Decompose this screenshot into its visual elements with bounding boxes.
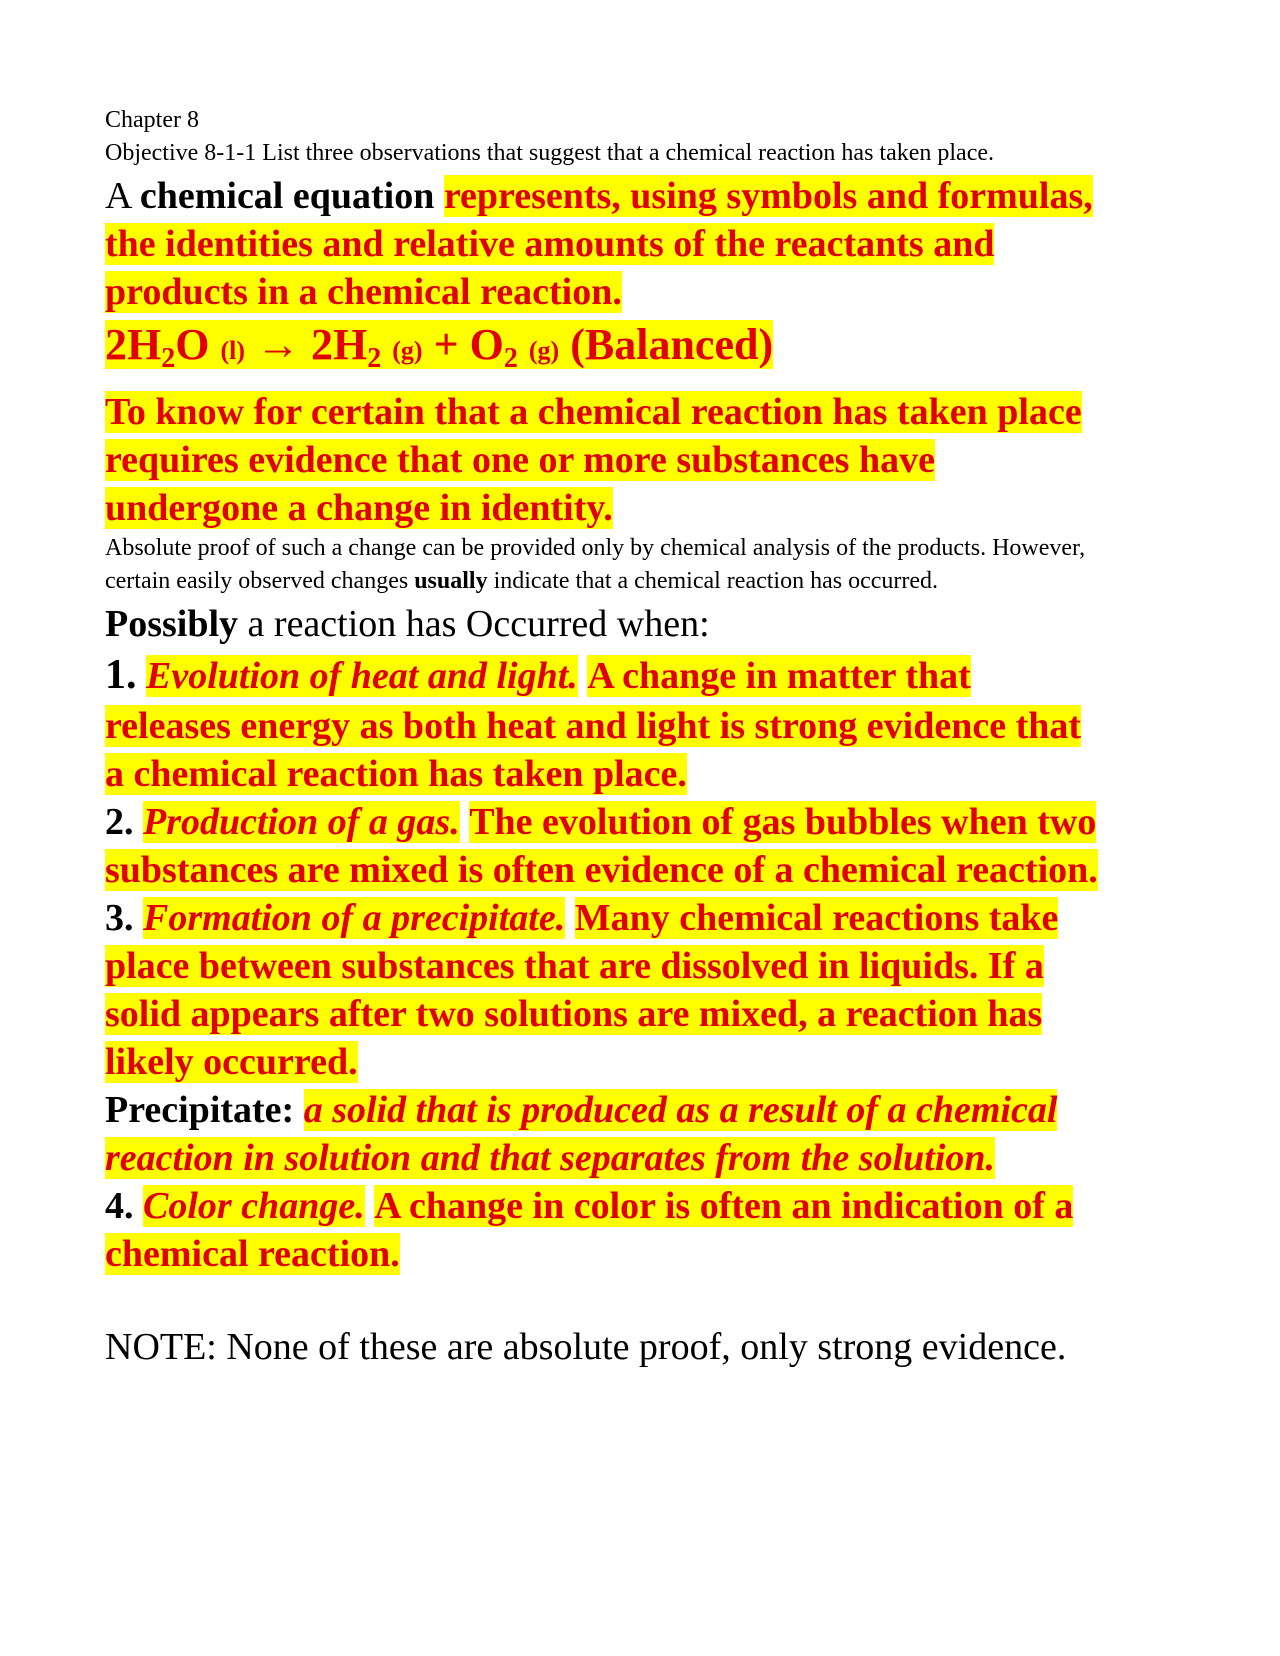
- item-number: 2.: [105, 801, 134, 843]
- precipitate-definition: [105, 1086, 1105, 1182]
- observation-list: [105, 648, 1105, 1086]
- possibly-rest: a reaction has Occurred when:: [238, 603, 710, 645]
- item-text: A change in matter that releases energy as both heat and light is strong evidence that a chemical reaction has taken place.: [105, 655, 1082, 795]
- spacer: [105, 1278, 1175, 1322]
- reactant-coefficient: 2H: [105, 320, 162, 369]
- equation-product-oxygen: [469, 320, 560, 374]
- definition-term: chemical equation: [139, 175, 435, 217]
- oxygen-state: (g): [528, 336, 560, 365]
- proof-paragraph: [105, 532, 1105, 598]
- precipitate-term: Precipitate:: [105, 1089, 295, 1131]
- possibly-heading: [105, 600, 1175, 648]
- list-item: [105, 798, 1105, 894]
- proof-bold-word: usually: [414, 568, 488, 594]
- definition-lead: A: [105, 175, 140, 217]
- definition-paragraph: [105, 172, 1105, 316]
- item-text: A change in color is often an indication of a chemical reaction.: [105, 1185, 1074, 1275]
- equation-reactant: [105, 320, 246, 374]
- equation-balanced-label: (Balanced): [570, 320, 774, 369]
- precipitate-definition-text: a solid that is produced as a result of a chemical reaction in solution and that separates from the solution.: [105, 1089, 1058, 1179]
- reactant-subscript: 2: [161, 343, 176, 374]
- hydrogen-subscript: 2: [367, 343, 382, 374]
- reactant-oxygen: O: [175, 320, 210, 369]
- definition-text: represents, using symbols and formulas, the identities and relative amounts of the reactants and products in a chemical reaction.: [105, 175, 1093, 313]
- possibly-bold-word: Possibly: [105, 603, 239, 645]
- document-page: [105, 104, 1175, 1372]
- list-item: [105, 648, 1105, 798]
- item-title: Evolution of heat and light.: [146, 655, 578, 697]
- chemical-equation: [105, 318, 1175, 378]
- oxygen-subscript: 2: [503, 343, 518, 374]
- item-number: 4.: [105, 1185, 134, 1227]
- hydrogen-state: (g): [392, 336, 423, 365]
- equation-plus: +: [433, 320, 459, 369]
- list-item: [105, 1182, 1105, 1278]
- definition-space: [434, 175, 444, 217]
- proof-text-part1: Absolute proof of such a change can be provided only by chemical analysis of the products. However, certain easily observed changes: [105, 535, 1086, 594]
- reaction-arrow-icon: →: [256, 320, 301, 369]
- item-title: Formation of a precipitate.: [143, 897, 566, 939]
- chapter-heading: Chapter 8: [105, 107, 199, 133]
- equation-product-hydrogen: [311, 320, 423, 374]
- hydrogen-coefficient: 2H: [311, 320, 368, 369]
- evidence-paragraph: [105, 388, 1105, 532]
- equation-highlight: [105, 320, 774, 374]
- note-text: NOTE: None of these are absolute proof, only strong evidence.: [105, 1326, 1067, 1368]
- objective-text: Objective 8-1-1 List three observations that suggest that a chemical reaction has taken place.: [105, 140, 995, 166]
- item-title: Production of a gas.: [143, 801, 460, 843]
- item-title: Color change.: [143, 1185, 365, 1227]
- oxygen-symbol: O: [469, 320, 504, 369]
- evidence-text: To know for certain that a chemical reaction has taken place requires evidence that one or more substances have undergone a change in identity.: [105, 391, 1082, 529]
- proof-text-part2: indicate that a chemical reaction has occurred.: [487, 568, 939, 594]
- item-text: Many chemical reactions take place between substances that are dissolved in liquids. If a solid appears after two solutions are mixed, a reaction has likely occurred.: [105, 897, 1059, 1083]
- item-number: 3.: [105, 897, 134, 939]
- item-number: 1.: [105, 652, 137, 698]
- item-text: The evolution of gas bubbles when two substances are mixed is often evidence of a chemical reaction.: [105, 801, 1098, 891]
- list-item: [105, 894, 1105, 1086]
- reactant-state: (l): [220, 336, 246, 365]
